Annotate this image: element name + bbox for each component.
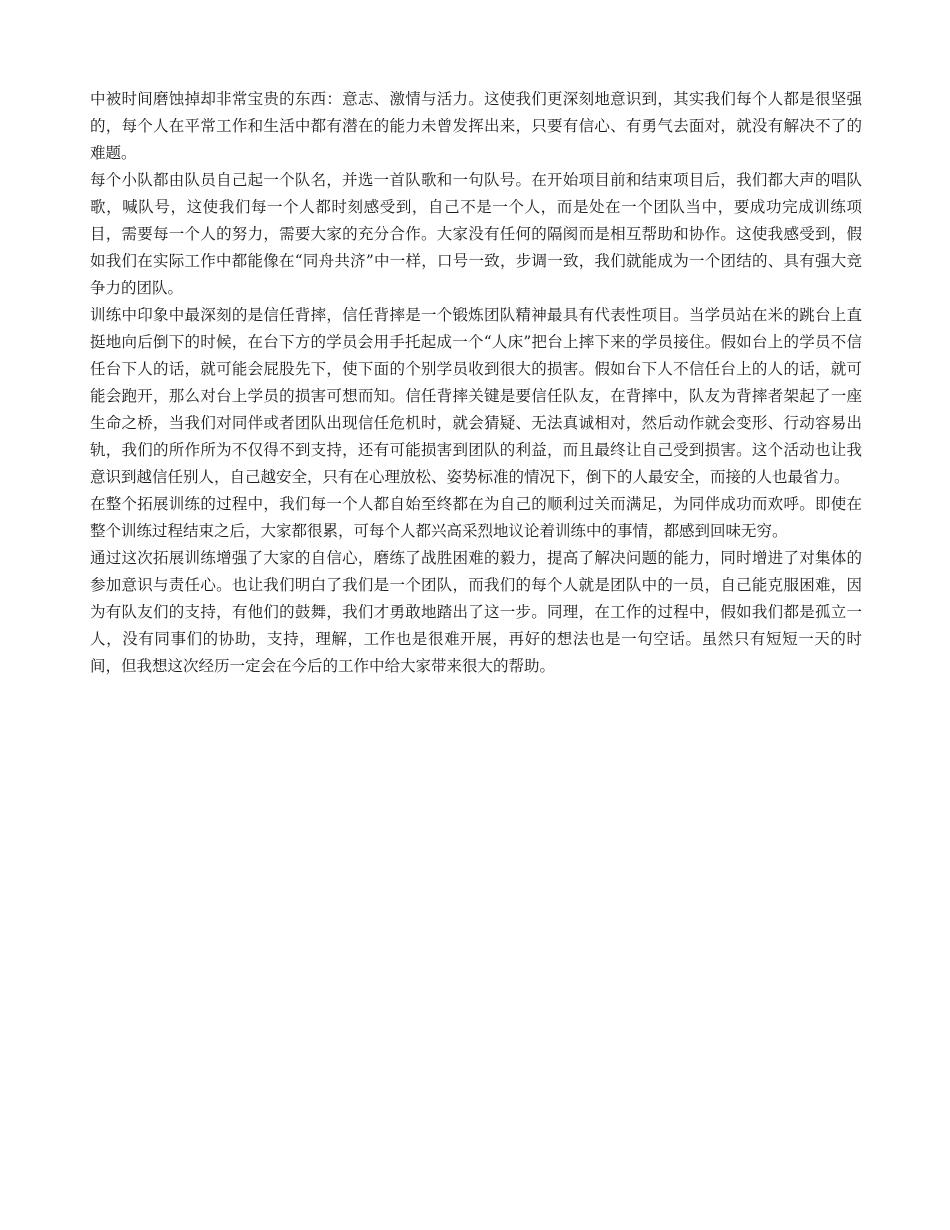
paragraph-5: 通过这次拓展训练增强了大家的自信心，磨练了战胜困难的毅力，提高了解决问题的能力，同时增进了对集体的参加意识与责任心。也让我们明白了我们是一个团队，而我们的每个人就是团队中的一员，自己能克服困难，因为有队友们的支持，有他们的鼓舞，我们才勇敢地踏出了这一步。同理，在工作的过程中，假如我们都是孤立一人，没有同事们的协助，支持，理解，工作也是很难开展，再好的想法也是一句空话。虽然只有短短一天的时间，但我想这次经历一定会在今后的工作中给大家带来很大的帮助。	[90, 549, 862, 675]
paragraph-3: 训练中印象中最深刻的是信任背摔，信任背摔是一个锻炼团队精神最具有代表性项目。当学员站在米的跳台上直挺地向后倒下的时候，在台下方的学员会用手托起成一个“人床”把台上摔下来的学员接住。假如台上的学员不信任台下人的话，就可能会屁股先下，使下面的个别学员收到很大的损害。假如台下人不信任台上的人的话，就可能会跑开，那么对台上学员的损害可想而知。信任背摔关键是要信任队友，在背摔中，队友为背摔者架起了一座生命之桥，当我们对同伴或者团队出现信任危机时，就会猜疑、无法真诚相对，然后动作就会变形、行动容易出轨，我们的所作所为不仅得不到支持，还有可能损害到团队的利益，而且最终让自己受到损害。这个活动也让我意识到越信任别人，自己越安全，只有在心理放松、姿势标准的情况下，倒下的人最安全，而接的人也最省力。	[90, 306, 862, 486]
paragraph-2: 每个小队都由队员自己起一个队名，并选一首队歌和一句队号。在开始项目前和结束项目后，我们都大声的唱队歌，喊队号，这使我们每一个人都时刻感受到，自己不是一个人，而是处在一个团队当中，要成功完成训练项目，需要每一个人的努力，需要大家的充分合作。大家没有任何的隔阂而是相互帮助和协作。这使我感受到，假如我们在实际工作中都能像在“同舟共济”中一样，口号一致，步调一致，我们就能成为一个团结的、具有强大竞争力的团队。	[90, 171, 862, 297]
paragraph-1: 中被时间磨蚀掉却非常宝贵的东西：意志、激情与活力。这使我们更深刻地意识到，其实我们每个人都是很坚强的，每个人在平常工作和生活中都有潜在的能力未曾发挥出来，只要有信心、有勇气去面对，就没有解决不了的难题。	[90, 90, 862, 162]
paragraph-4: 在整个拓展训练的过程中，我们每一个人都自始至终都在为自己的顺利过关而满足，为同伴成功而欢呼。即使在整个训练过程结束之后，大家都很累，可每个人都兴高采烈地议论着训练中的事情，都感到回味无穷。	[90, 495, 862, 540]
document-body	[90, 86, 862, 680]
